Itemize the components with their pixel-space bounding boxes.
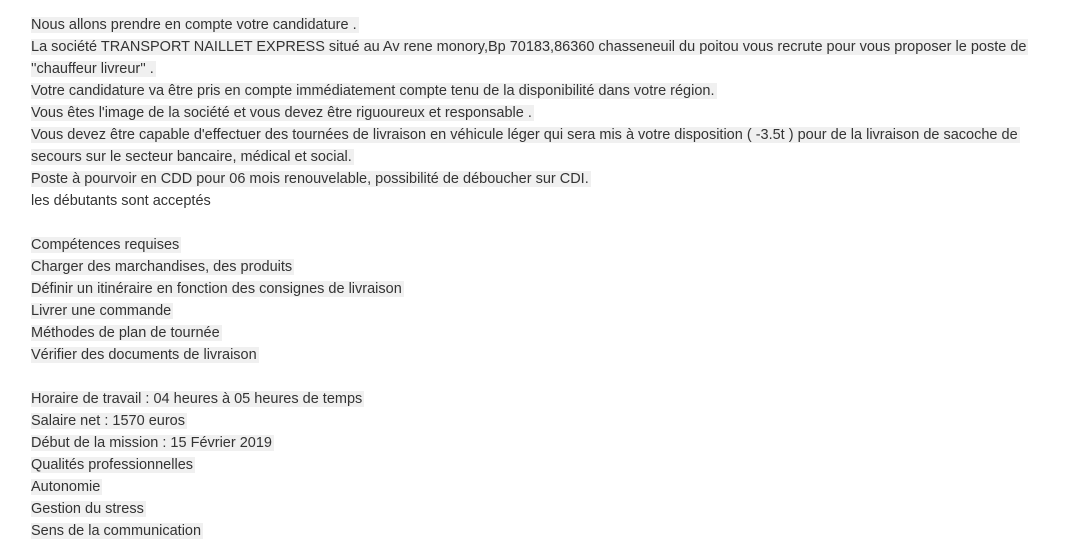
job-offer-document: [31, 14, 1061, 542]
text-line: [31, 102, 1061, 124]
mission-start: Début de la mission : 15 Février 2019: [31, 435, 272, 451]
text-line: [31, 344, 1061, 366]
text-line: [31, 234, 1061, 256]
text-line: [31, 58, 1061, 80]
section-heading-competences: Compétences requises: [31, 237, 180, 253]
text-line: [31, 14, 1061, 36]
text-line: [31, 388, 1061, 410]
line-text: les débutants sont acceptés: [31, 193, 211, 209]
line-text: Poste à pourvoir en CDD pour 06 mois renouvelable, possibilité de déboucher sur CDI.: [31, 171, 589, 187]
text-line: [31, 278, 1061, 300]
line-text: La société TRANSPORT NAILLET EXPRESS situé au Av rene monory,Bp 70183,86360 chasseneuil du poitou vous recrute pour vous proposer le poste de: [31, 39, 1027, 55]
text-line: [31, 300, 1061, 322]
line-text: Autonomie: [31, 479, 101, 495]
line-text: Charger des marchandises, des produits: [31, 259, 293, 275]
text-line: [31, 146, 1061, 168]
net-salary: Salaire net : 1570 euros: [31, 413, 185, 429]
line-text: Nous allons prendre en compte votre candidature .: [31, 17, 357, 33]
line-text: Vous êtes l'image de la société et vous devez être riguoureux et responsable .: [31, 105, 532, 121]
text-line: [31, 520, 1061, 542]
text-line: [31, 124, 1061, 146]
text-line: [31, 410, 1061, 432]
blank-line: [31, 366, 1061, 388]
text-line: [31, 80, 1061, 102]
line-text: Définir un itinéraire en fonction des consignes de livraison: [31, 281, 402, 297]
line-text: ''chauffeur livreur'' .: [31, 61, 154, 77]
line-text: Votre candidature va être pris en compte immédiatement compte tenu de la disponibilité dans votre région.: [31, 83, 715, 99]
line-text: Livrer une commande: [31, 303, 172, 319]
text-line: [31, 256, 1061, 278]
text-line: [31, 476, 1061, 498]
line-text: Vous devez être capable d'effectuer des tournées de livraison en véhicule léger qui sera mis à votre disposition ( -3.5t ) pour de la livraison de sacoche de: [31, 127, 1018, 143]
line-text: Sens de la communication: [31, 523, 202, 539]
text-line: [31, 322, 1061, 344]
line-text: secours sur le secteur bancaire, médical et social.: [31, 149, 352, 165]
text-line: [31, 190, 1061, 212]
text-line: [31, 168, 1061, 190]
work-hours: Horaire de travail : 04 heures à 05 heures de temps: [31, 391, 363, 407]
blank-line: [31, 212, 1061, 234]
text-line: [31, 432, 1061, 454]
text-line: [31, 498, 1061, 520]
text-line: [31, 36, 1061, 58]
text-line: [31, 454, 1061, 476]
line-text: Gestion du stress: [31, 501, 144, 517]
section-heading-qualites: Qualités professionnelles: [31, 457, 194, 473]
line-text: Vérifier des documents de livraison: [31, 347, 257, 363]
line-text: Méthodes de plan de tournée: [31, 325, 220, 341]
